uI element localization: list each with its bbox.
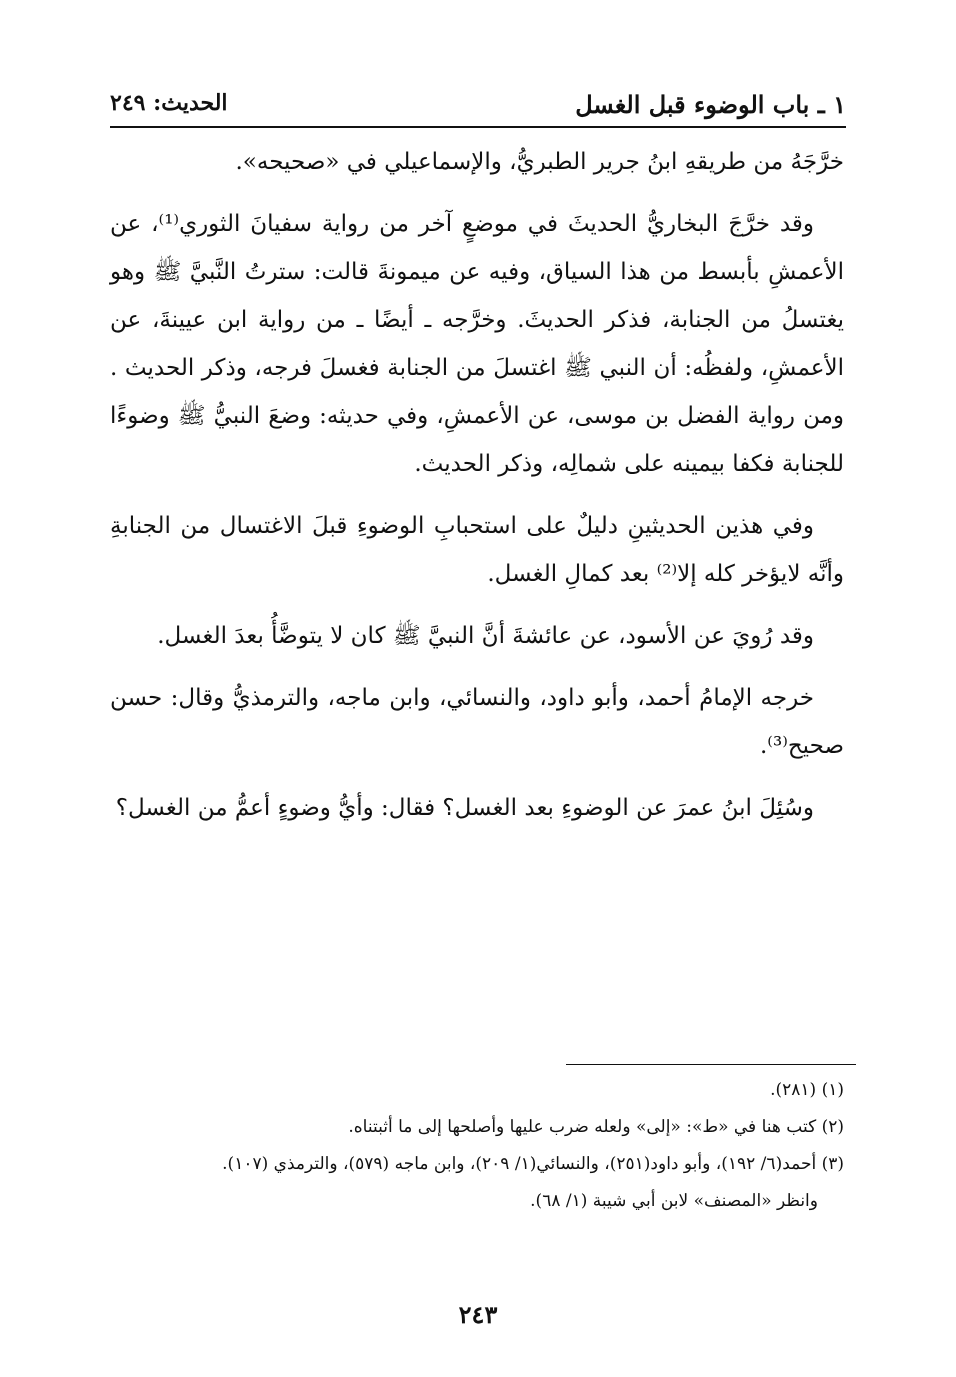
page-number: ٢٤٣ (458, 1300, 498, 1329)
chapter-title: ١ ـ باب الوضوء قبل الغسل (575, 90, 846, 119)
paragraph: وقد رُويَ عن الأسود، عن عائشةَ أنَّ النبيَّ ﷺ كان لا يتوضَّأُ بعدَ الغسل. (157, 623, 814, 649)
footnote-divider (566, 1064, 856, 1065)
footnote-3: (٣) أحمد(٦/ ١٩٢)، وأبو داود(٢٥١)، والنسائي(١/ ٢٠٩)، وابن ماجه (٥٧٩)، والترمذي (١٠٧). (222, 1154, 844, 1174)
footnote-1: (١) (٢٨١). (770, 1080, 844, 1100)
footnotes (112, 1072, 844, 1220)
main-text (110, 138, 844, 846)
footnote-2: (٢) كتب هنا في «ط»: «إلى» ولعله ضرب عليها وأصلحها إلى ما أثبتناه. (348, 1117, 844, 1137)
running-header (110, 86, 846, 128)
hadith-number: الحديث: ٢٤٩ (110, 90, 228, 116)
footnote-3-continuation: وانظر «المصنف» لابن أبي شيبة (١/ ٦٨). (530, 1191, 818, 1211)
paragraph: وسُئِلَ ابنُ عمرَ عن الوضوءِ بعد الغسل؟ فقال: وأيُّ وضوءٍ أعمُّ من الغسل؟ (115, 795, 814, 821)
paragraph: وقد خرَّجَ البخاريُّ الحديثَ في موضعٍ آخر من رواية سفيانَ الثوري⁽¹⁾، عن الأعمشِ بأبسط من هذا السياق، وفيه عن ميمونةَ قالت: سترتُ النَّبيَّ ﷺ وهو يغتسلُ من الجنابة، فذكر الحديثَ. وخرَّجه ـ أيضًا ـ من رواية ابن عيينةَ، عن الأعمشِ، ولفظُه: أن النبي ﷺ اغتسلَ من الجنابة فغسلَ فرجه، وذكر الحديث . ومن رواية الفضل بن موسى، عن الأعمشِ، وفي حديثه: وضعَ النبيُّ ﷺ وضوءًا للجنابة فكفا بيمينه على شمالِه، وذكر الحديث. (110, 211, 844, 477)
paragraph: وفي هذين الحديثينِ دليلٌ على استحبابِ الوضوءِ قبلَ الاغتسال من الجنابةِ وأنَّه لايؤخر كله إلا⁽²⁾ بعد كمالِ الغسل. (110, 513, 844, 587)
paragraph: خرَّجَهُ من طريقهِ ابنُ جرير الطبريُّ، والإسماعيلي في «صحيحه». (235, 149, 844, 175)
paragraph: خرجه الإمامُ أحمد، وأبو داود، والنسائي، وابن ماجه، والترمذيُّ وقال: حسن صحيح⁽³⁾. (110, 685, 844, 759)
